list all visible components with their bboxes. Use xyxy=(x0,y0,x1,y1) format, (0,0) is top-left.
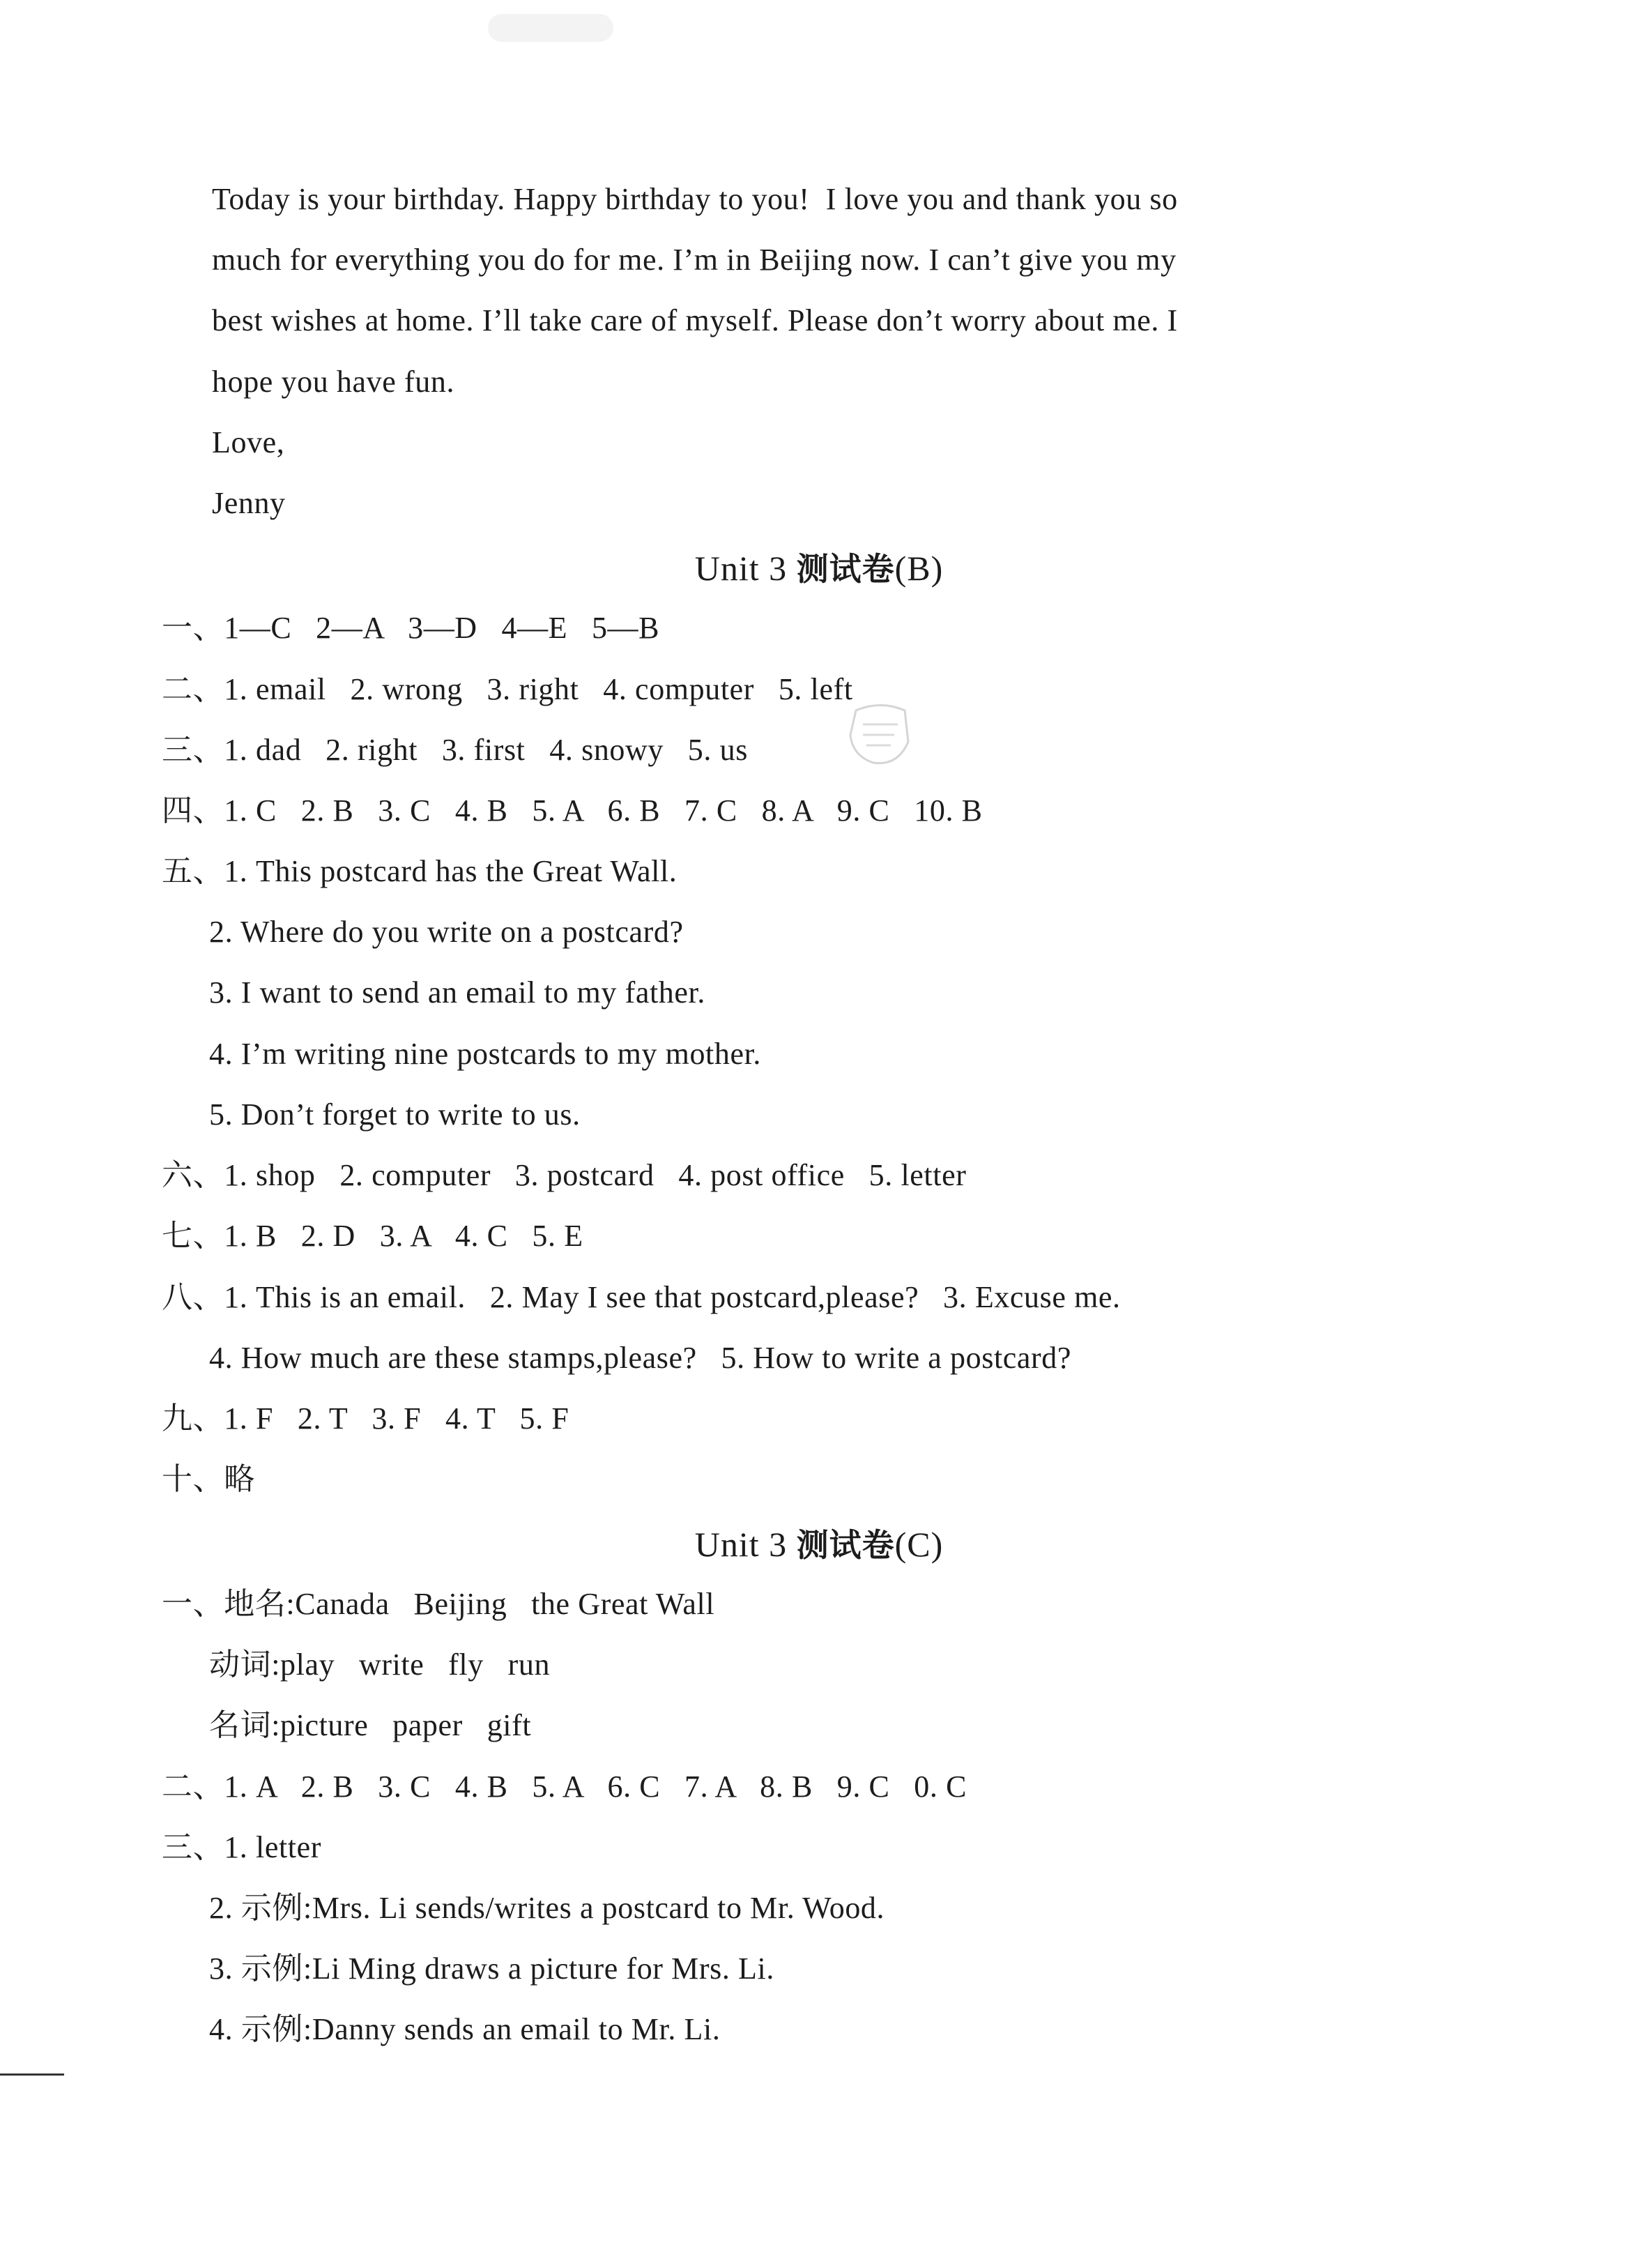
unit-b-title-cn: 测试卷 xyxy=(796,550,895,588)
unit-b-section-10: 十、略 xyxy=(162,1462,255,1496)
unit-b-heading xyxy=(0,547,1638,591)
letter-line-1: Today is your birthday. Happy birthday to you! I love you and thank you so xyxy=(212,182,1178,216)
unit-b-section-1: 一、1—C 2—A 3—D 4—E 5—B xyxy=(162,611,660,645)
unit-b-title-suffix: (B) xyxy=(894,549,944,588)
unit-b-section-5-item-3: 3. I want to send an email to my father. xyxy=(209,975,705,1010)
unit-c-title-cn: 测试卷 xyxy=(796,1526,895,1564)
unit-b-section-5-item-5: 5. Don’t forget to write to us. xyxy=(209,1097,581,1132)
letter-line-2: much for everything you do for me. I’m in Beijing now. I can’t give you my xyxy=(212,243,1177,277)
unit-c-section-1-nouns: 名词:picture paper gift xyxy=(209,1708,532,1742)
unit-c-section-3-item-4: 4. 示例:Danny sends an email to Mr. Li. xyxy=(209,2012,721,2046)
unit-c-section-2: 二、1. A 2. B 3. C 4. B 5. A 6. C 7. A 8. B 9. C 0. C xyxy=(162,1770,967,1804)
letter-closing: Love, xyxy=(212,425,285,459)
unit-b-section-3: 三、1. dad 2. right 3. first 4. snowy 5. us xyxy=(162,733,748,767)
unit-b-section-4: 四、1. C 2. B 3. C 4. B 5. A 6. B 7. C 8. A 9. C 10. B xyxy=(162,793,983,828)
unit-c-section-3-item-1: 三、1. letter xyxy=(162,1830,321,1864)
unit-b-section-9: 九、1. F 2. T 3. F 4. T 5. F xyxy=(162,1401,569,1436)
unit-b-section-5-item-4: 4. I’m writing nine postcards to my mother. xyxy=(209,1037,762,1071)
unit-b-section-8-line-2: 4. How much are these stamps,please? 5. How to write a postcard? xyxy=(209,1341,1072,1375)
unit-b-section-2: 二、1. email 2. wrong 3. right 4. computer 5. left xyxy=(162,672,853,706)
unit-c-section-3-item-3: 3. 示例:Li Ming draws a picture for Mrs. Li. xyxy=(209,1951,774,1986)
unit-b-section-8-line-1: 八、1. This is an email. 2. May I see that postcard,please? 3. Excuse me. xyxy=(162,1280,1121,1314)
letter-signature: Jenny xyxy=(212,486,286,520)
unit-c-title-suffix: (C) xyxy=(894,1525,944,1564)
unit-b-section-6: 六、1. shop 2. computer 3. postcard 4. post office 5. letter xyxy=(162,1158,967,1192)
unit-b-title-prefix: Unit 3 xyxy=(694,549,797,588)
unit-c-section-1-places: 一、地名:Canada Beijing the Great Wall xyxy=(162,1587,715,1621)
unit-b-section-5-item-1: 五、1. This postcard has the Great Wall. xyxy=(162,854,678,888)
unit-c-section-3-item-2: 2. 示例:Mrs. Li sends/writes a postcard to Mr. Wood. xyxy=(209,1891,885,1925)
unit-b-section-5-item-2: 2. Where do you write on a postcard? xyxy=(209,915,684,949)
scan-smudge xyxy=(488,14,613,42)
letter-line-4: hope you have fun. xyxy=(212,365,455,399)
letter-line-3: best wishes at home. I’ll take care of myself. Please don’t worry about me. I xyxy=(212,303,1178,337)
watermark-stamp-icon xyxy=(842,700,919,770)
unit-b-section-7: 七、1. B 2. D 3. A 4. C 5. E xyxy=(162,1219,583,1253)
footer-rule xyxy=(0,2073,64,2076)
unit-c-title-prefix: Unit 3 xyxy=(694,1525,797,1564)
unit-c-section-1-verbs: 动词:play write fly run xyxy=(209,1647,551,1682)
unit-c-heading xyxy=(0,1523,1638,1567)
